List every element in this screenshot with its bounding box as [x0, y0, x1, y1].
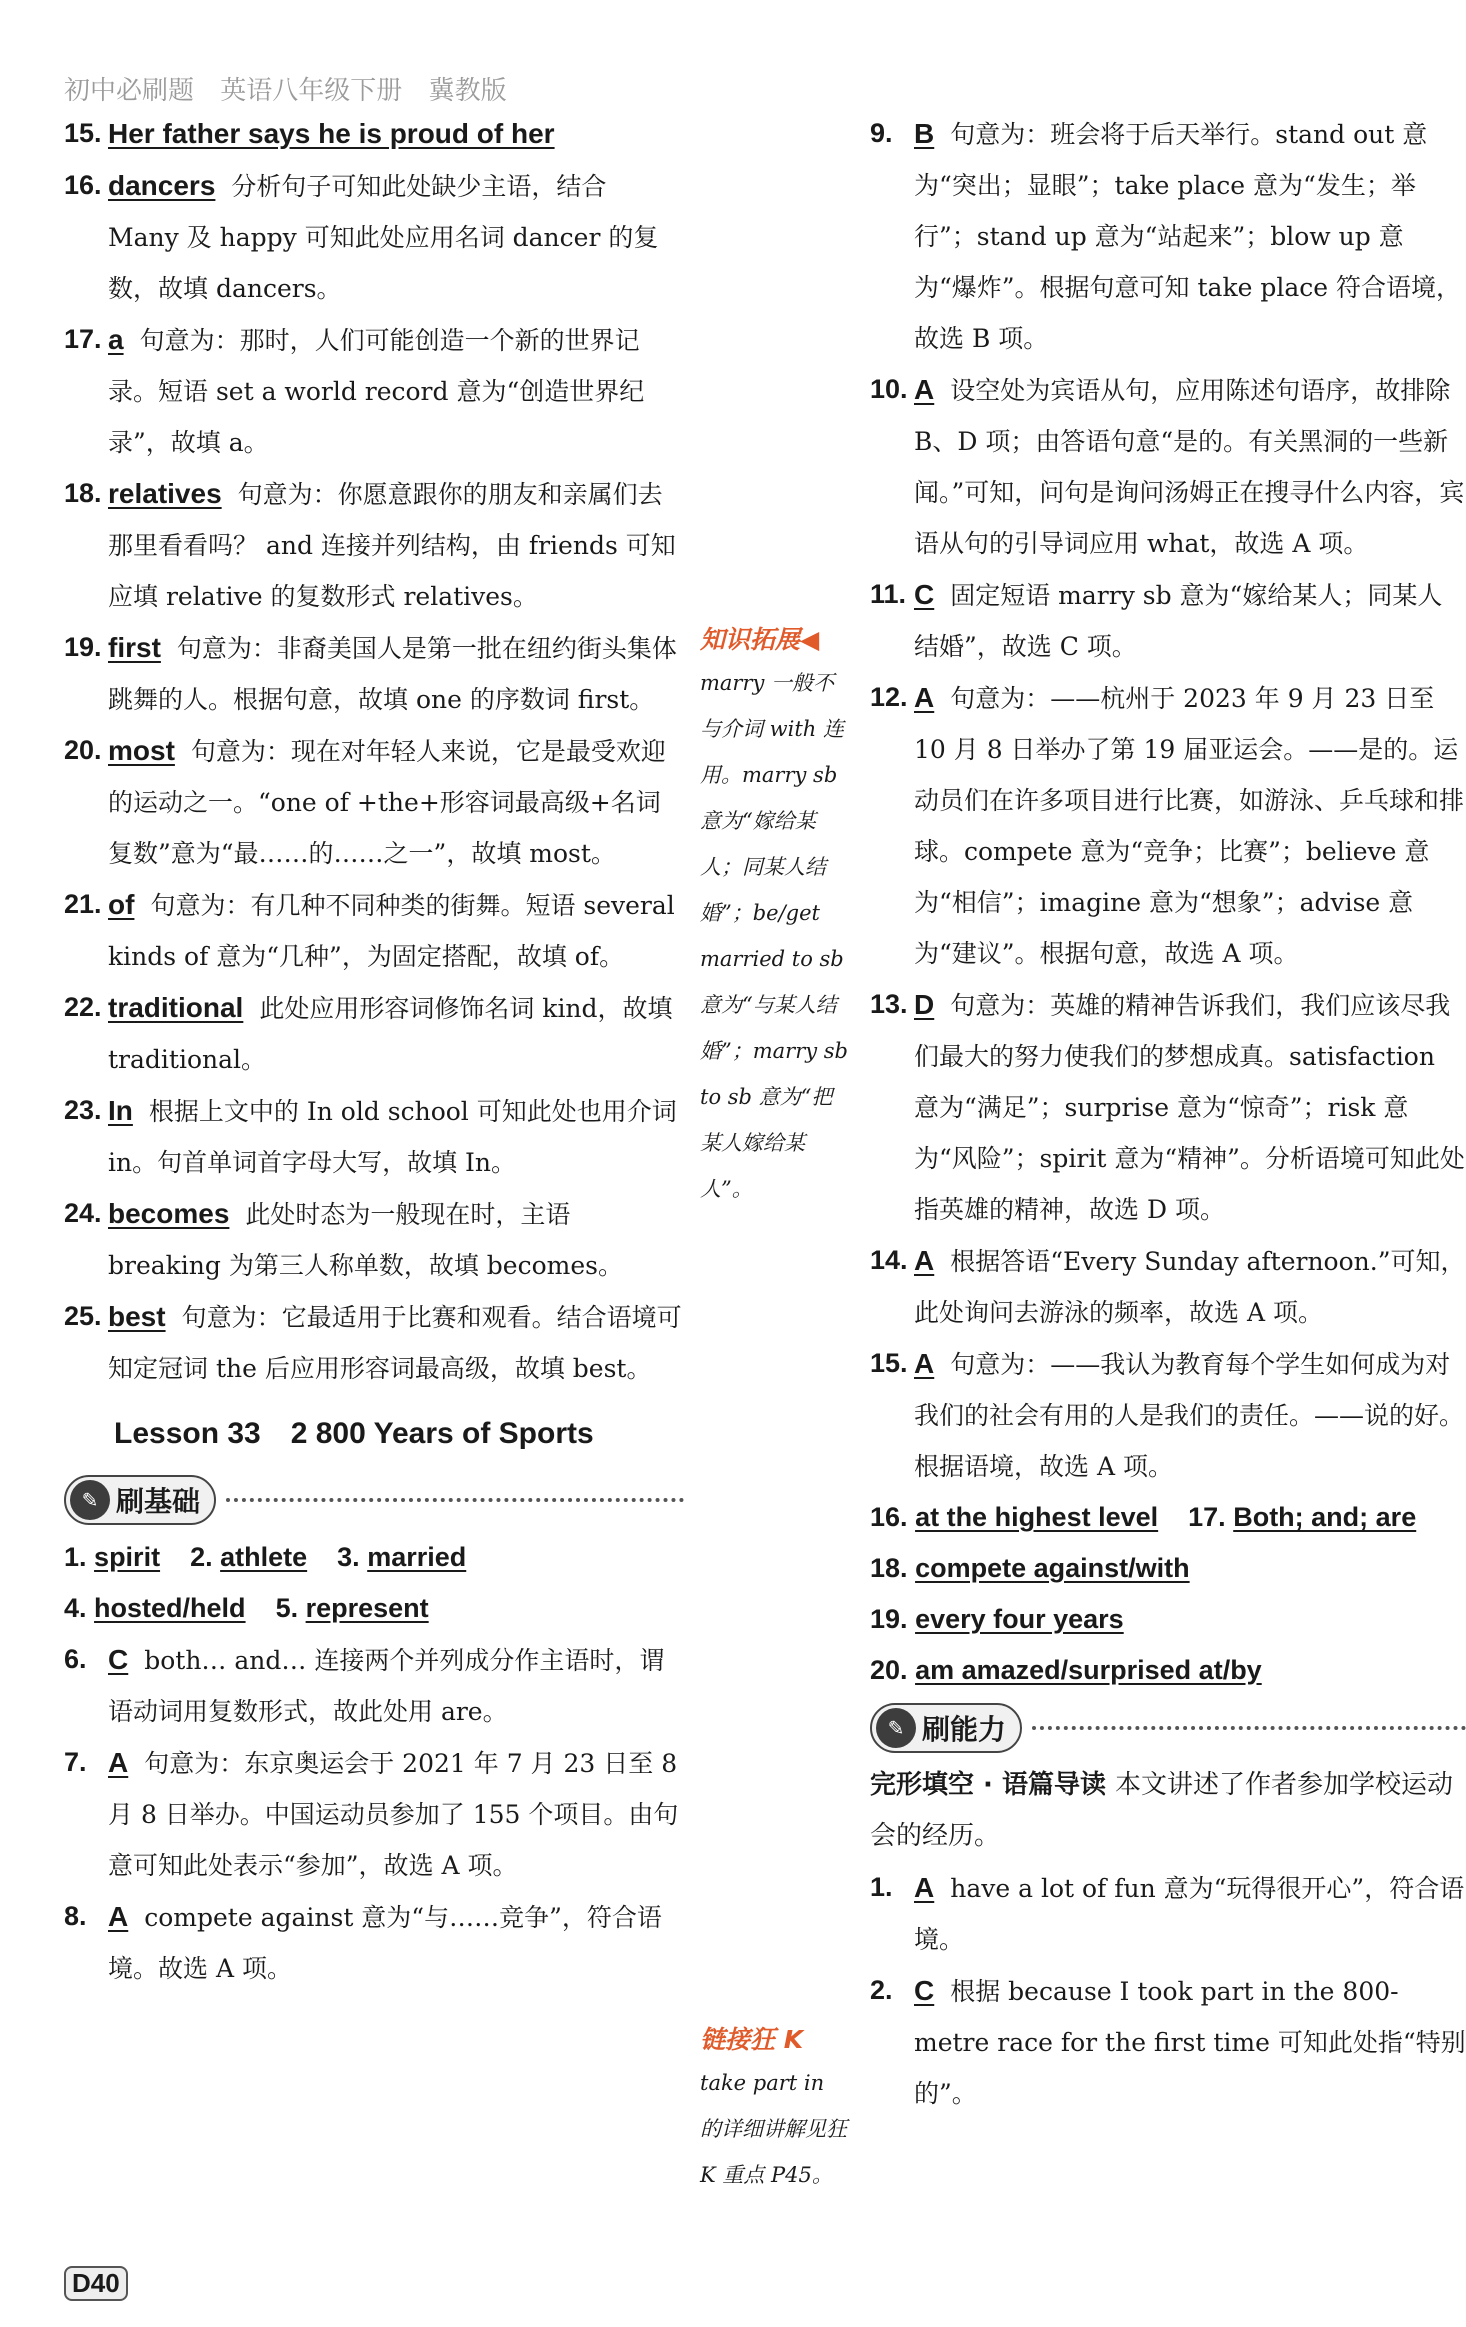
item-answer: athlete — [220, 1542, 308, 1572]
item-number: 16. — [870, 1502, 908, 1532]
item-number: 1. — [64, 1542, 87, 1572]
answer-item — [64, 314, 684, 468]
left-column — [64, 108, 684, 1994]
dotted-divider — [226, 1498, 684, 1502]
answer-item — [64, 468, 684, 622]
triangle-icon: ◀ — [800, 625, 820, 654]
item-number: 9. — [870, 118, 893, 148]
answer-item — [64, 1188, 684, 1291]
answer-item — [64, 879, 684, 982]
item-explanation: 句意为：——杭州于 2023 年 9 月 23 日至 10 月 8 日举办了第 19 届亚运会。——是的。运动员们在许多项目进行比赛，如游泳、乒乓球和排球。compete 意为“竞争；比赛”；believe 意为“相信”；imagine 意为“想象”；advise 意为“建议”。根据句意，故选 A 项。 — [914, 684, 1465, 968]
answer-item — [870, 364, 1466, 569]
item-answer: married — [367, 1542, 467, 1572]
answer-row — [870, 1594, 1466, 1645]
section-ability-title: 刷能力 — [922, 1713, 1007, 1746]
answer-item — [870, 672, 1466, 979]
item-explanation: 分析句子可知此处缺少主语，结合 Many 及 happy 可知此处应用名词 dancer 的复数，故填 dancers。 — [108, 172, 659, 303]
answer-item — [870, 1338, 1466, 1492]
answer-item — [64, 982, 684, 1085]
item-explanation: compete against 意为“与……竞争”，符合语境。故选 A 项。 — [108, 1903, 662, 1983]
pen-icon: ✎ — [876, 1708, 916, 1748]
item-number: 5. — [275, 1593, 299, 1623]
item-answer: In — [108, 1095, 133, 1126]
item-explanation: 此处应用形容词修饰名词 kind，故填 traditional。 — [108, 994, 673, 1074]
item-answer: A — [108, 1747, 129, 1778]
answer-item — [870, 1235, 1466, 1338]
answer-row — [870, 1645, 1466, 1696]
dotted-divider — [1032, 1726, 1466, 1730]
side-note-title: 知识拓展◀ — [700, 625, 820, 654]
item-number: 25. — [64, 1301, 102, 1331]
answer-item — [870, 1965, 1466, 2119]
page-number: D40 — [64, 2266, 128, 2301]
item-answer: compete against/with — [915, 1553, 1190, 1583]
answer-item — [870, 108, 1466, 364]
item-number: 20. — [870, 1655, 908, 1685]
item-number: 24. — [64, 1198, 102, 1228]
item-number: 16. — [64, 170, 102, 200]
item-answer: Both; and; are — [1233, 1502, 1417, 1532]
item-explanation: 此处时态为一般现在时，主语 breaking 为第三人称单数，故填 becomes。 — [108, 1200, 623, 1280]
answer-item — [870, 569, 1466, 672]
cloze-text: 本文讲述了作者参加学校运动会的经历。 — [870, 1770, 1454, 1851]
item-number: 6. — [64, 1644, 87, 1674]
item-answer: at the highest level — [915, 1502, 1159, 1532]
cloze-label: 完形填空 · 语篇导读 — [870, 1770, 1106, 1800]
item-number: 19. — [870, 1604, 908, 1634]
answer-row — [64, 1583, 684, 1634]
cloze-intro — [870, 1760, 1466, 1862]
side-note-body: marry 一般不与介词 with 连用。marry sb 意为“嫁给某人；同某人结婚”；be/get married to sb 意为“与某人结婚”；marry sb to sb 意为“把某人嫁给某人”。 — [700, 671, 849, 1201]
item-answer: relatives — [108, 478, 222, 509]
item-number: 10. — [870, 374, 908, 404]
section-basic-header — [64, 1472, 684, 1528]
item-answer: D — [914, 989, 935, 1020]
item-number: 8. — [64, 1901, 87, 1931]
item-number: 14. — [870, 1245, 908, 1275]
item-answer: A — [914, 1872, 935, 1903]
answer-item — [64, 1737, 684, 1891]
item-answer: of — [108, 889, 135, 920]
item-answer: Her father says he is proud of her — [108, 118, 555, 149]
item-answer: hosted/held — [94, 1593, 246, 1623]
item-answer: am amazed/surprised at/by — [915, 1655, 1262, 1685]
item-answer: traditional — [108, 992, 244, 1023]
item-explanation: 句意为：班会将于后天举行。stand out 意为“突出；显眼”；take place 意为“发生；举行”；stand up 意为“站起来”；blow up 意为“爆炸”。根据句意可知 take place 符合语境，故选 B 项。 — [914, 120, 1461, 353]
item-answer: dancers — [108, 170, 216, 201]
pen-icon: ✎ — [70, 1480, 110, 1520]
item-explanation: 句意为：非裔美国人是第一批在纽约街头集体跳舞的人。根据句意，故填 one 的序数词 first。 — [108, 634, 677, 714]
item-answer: becomes — [108, 1198, 230, 1229]
item-number: 23. — [64, 1095, 102, 1125]
item-number: 18. — [870, 1553, 908, 1583]
item-answer: A — [108, 1901, 129, 1932]
answer-item — [64, 725, 684, 879]
lesson-title: Lesson 33 2 800 Years of Sports — [114, 1417, 594, 1450]
item-number: 15. — [64, 118, 102, 148]
page-header — [64, 70, 525, 107]
item-number: 12. — [870, 682, 908, 712]
item-explanation: 根据答语“Every Sunday afternoon.”可知，此处询问去游泳的频率，故选 A 项。 — [914, 1247, 1466, 1327]
right-column — [870, 108, 1466, 2119]
item-answer: a — [108, 324, 124, 355]
item-explanation: 句意为：那时，人们可能创造一个新的世界记录。短语 set a world record 意为“创造世界纪录”，故填 a。 — [108, 326, 645, 457]
section-ability-header — [870, 1700, 1466, 1756]
item-number: 1. — [870, 1872, 893, 1902]
answer-row — [870, 1543, 1466, 1594]
item-answer: every four years — [915, 1604, 1124, 1634]
item-explanation: 句意为：它最适用于比赛和观看。结合语境可知定冠词 the 后应用形容词最高级，故填 best。 — [108, 1303, 682, 1383]
item-number: 20. — [64, 735, 102, 765]
item-explanation: 句意为：英雄的精神告诉我们，我们应该尽我们最大的努力使我们的梦想成真。satisfaction 意为“满足”；surprise 意为“惊奇”；risk 意为“风险”；spirit 意为“精神”。分析语境可知此处指英雄的精神，故选 D 项。 — [914, 991, 1465, 1224]
side-note-link-title: 链接狂 K — [700, 2025, 804, 2054]
item-answer: A — [914, 1348, 935, 1379]
item-explanation: 根据上文中的 In old school 可知此处也用介词 in。句首单词首字母大写，故填 In。 — [108, 1097, 677, 1177]
item-number: 2. — [870, 1975, 893, 2005]
answer-row — [64, 1532, 684, 1583]
answer-item — [64, 622, 684, 725]
item-explanation: 设空处为宾语从句，应用陈述句语序，故排除 B、D 项；由答语句意“是的。有关黑洞的一些新闻。”可知，问句是询问汤姆正在搜寻什么内容，宾语从句的引导词应用 what，故选 A 项。 — [914, 376, 1465, 558]
item-answer: best — [108, 1301, 166, 1332]
item-answer: C — [914, 579, 935, 610]
answer-item — [870, 1862, 1466, 1965]
item-answer: C — [914, 1975, 935, 2006]
item-explanation: 句意为：现在对年轻人来说，它是最受欢迎的运动之一。“one of +the+形容词最高级+名词复数”意为“最……的……之一”，故填 most。 — [108, 737, 666, 868]
item-number: 13. — [870, 989, 908, 1019]
item-explanation: 句意为：有几种不同种类的街舞。短语 several kinds of 意为“几种”，为固定搭配，故填 of。 — [108, 891, 675, 971]
item-answer: represent — [305, 1593, 429, 1623]
item-answer: A — [914, 374, 935, 405]
side-note-knowledge — [700, 620, 850, 1212]
item-number: 2. — [190, 1542, 213, 1572]
item-number: 15. — [870, 1348, 908, 1378]
item-number: 22. — [64, 992, 102, 1022]
item-answer: C — [108, 1644, 129, 1675]
item-explanation: 句意为：你愿意跟你的朋友和亲属们去那里看看吗？ and 连接并列结构，由 friends 可知应填 relative 的复数形式 relatives。 — [108, 480, 676, 611]
section-badge — [870, 1703, 1022, 1753]
side-note-link — [700, 2020, 850, 2198]
item-explanation: 根据 because I took part in the 800-metre race for the first time 可知此处指“特别的”。 — [914, 1977, 1466, 2108]
item-answer: spirit — [94, 1542, 161, 1572]
answer-item — [64, 1085, 684, 1188]
item-answer: A — [914, 682, 935, 713]
item-number: 18. — [64, 478, 102, 508]
side-note-link-body: take part in 的详细讲解见狂 K 重点 P45。 — [700, 2071, 847, 2187]
item-number: 7. — [64, 1747, 87, 1777]
edition-name: 冀教版 — [428, 76, 507, 106]
item-answer: most — [108, 735, 175, 766]
answer-item — [64, 1291, 684, 1394]
item-explanation: 句意为：——我认为教育每个学生如何成为对我们的社会有用的人是我们的责任。——说的好。根据语境，故选 A 项。 — [914, 1350, 1465, 1481]
answer-item — [64, 1634, 684, 1737]
item-explanation: 句意为：东京奥运会于 2021 年 7 月 23 日至 8 月 8 日举办。中国运动员参加了 155 个项目。由句意可知此处表示“参加”，故选 A 项。 — [108, 1749, 679, 1880]
answer-item — [870, 979, 1466, 1235]
answer-row — [870, 1492, 1466, 1543]
item-number: 3. — [337, 1542, 360, 1572]
item-number: 17. — [1188, 1502, 1226, 1532]
answer-item — [64, 108, 684, 160]
book-name: 英语八年级下册 — [220, 76, 403, 106]
item-number: 4. — [64, 1593, 87, 1623]
item-explanation: both… and… 连接两个并列成分作主语时，谓语动词用复数形式，故此处用 are。 — [108, 1646, 665, 1726]
item-answer: first — [108, 632, 161, 663]
series-name: 初中必刷题 — [64, 76, 195, 106]
section-basic-title: 刷基础 — [116, 1485, 201, 1518]
item-explanation: have a lot of fun 意为“玩得很开心”，符合语境。 — [914, 1874, 1465, 1954]
section-badge — [64, 1475, 216, 1525]
item-answer: B — [914, 118, 935, 149]
item-number: 19. — [64, 632, 102, 662]
item-number: 11. — [870, 579, 907, 609]
item-number: 21. — [64, 889, 102, 919]
answer-item — [64, 160, 684, 314]
answer-item — [64, 1891, 684, 1994]
side-notes — [700, 620, 850, 2187]
item-number: 17. — [64, 324, 102, 354]
item-answer: A — [914, 1245, 935, 1276]
item-explanation: 固定短语 marry sb 意为“嫁给某人；同某人结婚”，故选 C 项。 — [914, 581, 1443, 661]
